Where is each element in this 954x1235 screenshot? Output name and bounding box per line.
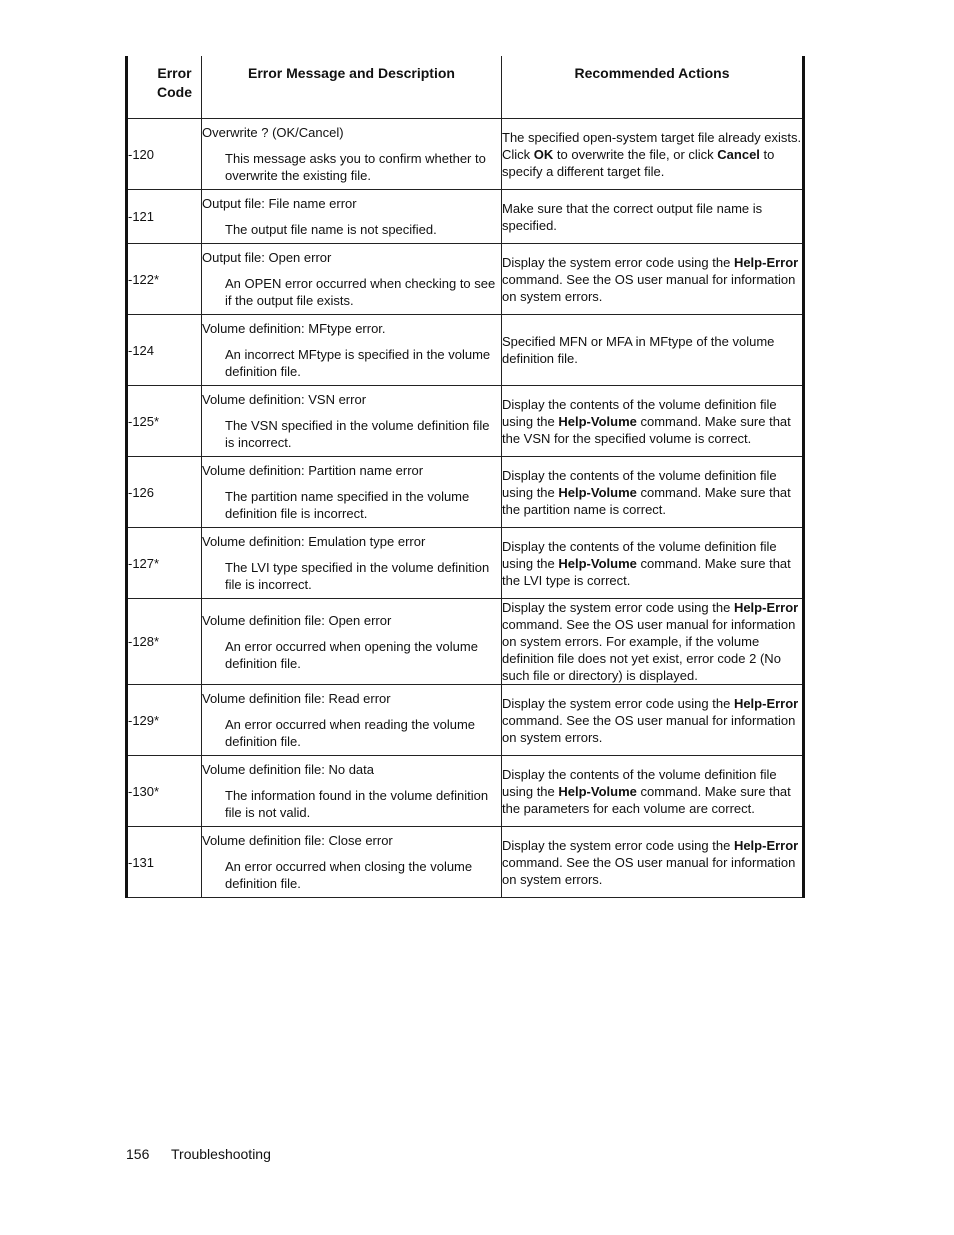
section-name: Troubleshooting bbox=[171, 1146, 271, 1162]
error-code: -126 bbox=[127, 457, 202, 528]
error-code: -127* bbox=[127, 528, 202, 599]
table-row bbox=[127, 599, 804, 685]
action-text: Display the system error code using the bbox=[502, 254, 734, 270]
table-header-row bbox=[127, 56, 804, 119]
page-footer bbox=[126, 1145, 271, 1163]
action-keyword: Help-Volume bbox=[558, 783, 637, 799]
error-message bbox=[202, 386, 502, 457]
error-message-title: Volume definition file: Read error bbox=[202, 691, 391, 706]
action-text: command. See the OS user manual for information on system errors. bbox=[502, 712, 796, 745]
error-message bbox=[202, 119, 502, 190]
action-text: command. See the OS user manual for information on system errors. bbox=[502, 271, 796, 304]
table-row bbox=[127, 457, 804, 528]
recommended-action bbox=[502, 685, 804, 756]
recommended-action bbox=[502, 190, 804, 244]
table-row bbox=[127, 315, 804, 386]
action-keyword: Help-Error bbox=[733, 695, 799, 711]
header-error-code: Error Code bbox=[127, 56, 202, 119]
table-row bbox=[127, 386, 804, 457]
action-text: command. Make sure that the VSN for the specified volume is correct. bbox=[502, 413, 791, 446]
error-code: -130* bbox=[127, 756, 202, 827]
table-row bbox=[127, 244, 804, 315]
table-row bbox=[127, 528, 804, 599]
error-message bbox=[202, 756, 502, 827]
error-message-description: The partition name specified in the volume definition file is incorrect. bbox=[225, 489, 470, 521]
action-text: command. See the OS user manual for information on system errors. bbox=[502, 854, 796, 887]
recommended-action bbox=[502, 119, 804, 190]
recommended-action bbox=[502, 599, 804, 685]
action-text: Display the contents of the volume definition file using the bbox=[502, 396, 777, 429]
action-text: The specified open-system target file already exists. Click bbox=[502, 129, 802, 162]
error-code: -125* bbox=[127, 386, 202, 457]
error-message-description: This message asks you to confirm whether to overwrite the existing file. bbox=[225, 151, 486, 183]
error-message bbox=[202, 599, 502, 685]
table-row bbox=[127, 685, 804, 756]
action-keyword: Help-Volume bbox=[558, 413, 637, 429]
recommended-action bbox=[502, 756, 804, 827]
action-text: to specify a different target file. bbox=[502, 146, 775, 179]
error-message-description: The output file name is not specified. bbox=[225, 222, 437, 237]
error-code: -121 bbox=[127, 190, 202, 244]
error-code: -131 bbox=[127, 827, 202, 898]
error-message-description: An incorrect MFtype is specified in the volume definition file. bbox=[225, 347, 491, 379]
action-keyword: Cancel bbox=[717, 146, 760, 162]
action-text: Display the system error code using the bbox=[502, 695, 734, 711]
error-message bbox=[202, 244, 502, 315]
error-message-description: An error occurred when closing the volume definition file. bbox=[225, 859, 473, 891]
error-message-title: Volume definition: Partition name error bbox=[202, 463, 424, 478]
error-message bbox=[202, 315, 502, 386]
action-text: Display the system error code using the bbox=[502, 600, 734, 615]
error-code: -124 bbox=[127, 315, 202, 386]
action-text: command. Make sure that the parameters for each volume are correct. bbox=[502, 783, 791, 816]
error-message-title: Output file: File name error bbox=[202, 196, 357, 211]
page-number: 156 bbox=[126, 1146, 150, 1162]
error-message bbox=[202, 685, 502, 756]
action-text: Display the contents of the volume definition file using the bbox=[502, 538, 777, 571]
action-text: to overwrite the file, or click bbox=[553, 146, 718, 162]
error-message-description: The information found in the volume definition file is not valid. bbox=[225, 788, 489, 820]
action-text: Display the contents of the volume definition file using the bbox=[502, 766, 777, 799]
action-text: Display the system error code using the bbox=[502, 837, 734, 853]
header-recommended-actions: Recommended Actions bbox=[502, 56, 804, 119]
error-message-title: Volume definition file: Open error bbox=[202, 612, 392, 628]
action-keyword: Help-Error bbox=[733, 837, 799, 853]
error-message bbox=[202, 190, 502, 244]
error-code: -128* bbox=[127, 599, 202, 685]
table-row bbox=[127, 119, 804, 190]
action-text: Display the contents of the volume definition file using the bbox=[502, 467, 777, 500]
table-row bbox=[127, 756, 804, 827]
error-message-title: Volume definition: VSN error bbox=[202, 392, 367, 407]
error-message-description: An error occurred when opening the volume definition file. bbox=[225, 638, 478, 671]
action-text: command. Make sure that the LVI type is correct. bbox=[502, 555, 791, 588]
error-message-description: The LVI type specified in the volume definition file is incorrect. bbox=[225, 560, 490, 592]
error-code: -122* bbox=[127, 244, 202, 315]
error-code: -120 bbox=[127, 119, 202, 190]
table-body bbox=[127, 119, 804, 898]
error-code: -129* bbox=[127, 685, 202, 756]
error-message-title: Overwrite ? (OK/Cancel) bbox=[202, 125, 344, 140]
action-keyword: Help-Volume bbox=[558, 484, 637, 500]
recommended-action bbox=[502, 315, 804, 386]
header-error-message: Error Message and Description bbox=[202, 56, 502, 119]
recommended-action bbox=[502, 457, 804, 528]
recommended-action bbox=[502, 386, 804, 457]
error-message bbox=[202, 528, 502, 599]
action-text: Specified MFN or MFA in MFtype of the volume definition file. bbox=[502, 334, 775, 366]
error-message-description: An error occurred when reading the volume definition file. bbox=[225, 717, 476, 749]
recommended-action bbox=[502, 827, 804, 898]
recommended-action bbox=[502, 244, 804, 315]
table-row bbox=[127, 827, 804, 898]
action-keyword: Help-Error bbox=[733, 254, 799, 270]
error-code-table bbox=[125, 56, 805, 898]
action-text: command. See the OS user manual for information on system errors. For example, if the volume definition file does not yet exist, error code 2 (No such file or directory) is displayed. bbox=[502, 617, 796, 683]
error-message-description: The VSN specified in the volume definition file is incorrect. bbox=[225, 418, 490, 450]
error-message-title: Volume definition file: No data bbox=[202, 762, 374, 777]
action-text: Make sure that the correct output file name is specified. bbox=[502, 200, 763, 233]
error-message-title: Output file: Open error bbox=[202, 250, 332, 265]
error-message-title: Volume definition file: Close error bbox=[202, 833, 393, 848]
action-keyword: OK bbox=[533, 146, 554, 162]
action-keyword: Help-Volume bbox=[558, 555, 637, 571]
error-message-description: An OPEN error occurred when checking to see if the output file exists. bbox=[225, 276, 496, 308]
table-row bbox=[127, 190, 804, 244]
recommended-action bbox=[502, 528, 804, 599]
error-message bbox=[202, 827, 502, 898]
error-message-title: Volume definition: MFtype error. bbox=[202, 321, 386, 336]
error-message bbox=[202, 457, 502, 528]
error-message-title: Volume definition: Emulation type error bbox=[202, 534, 426, 549]
action-text: command. Make sure that the partition name is correct. bbox=[502, 484, 791, 517]
action-keyword: Help-Error bbox=[733, 600, 799, 615]
